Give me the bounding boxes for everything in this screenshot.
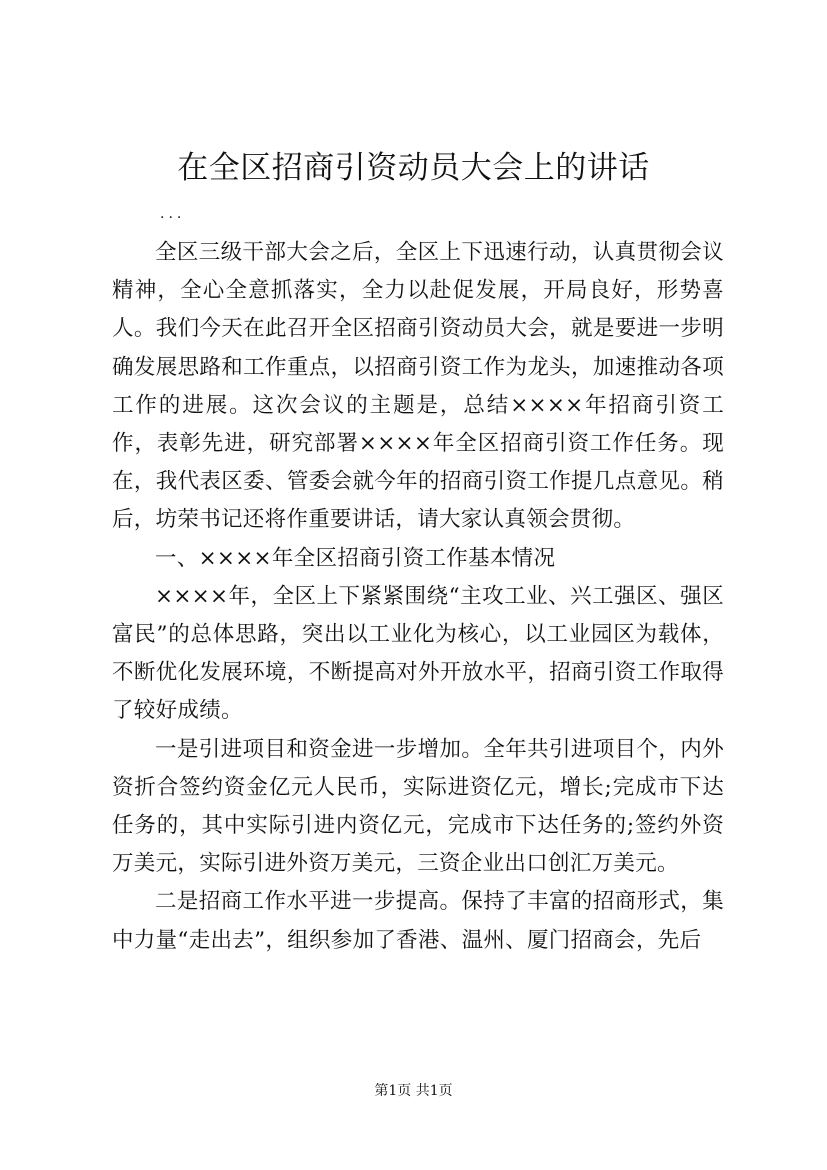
document-title: 在全区招商引资动员大会上的讲话 <box>177 150 650 186</box>
paragraph-point-one: 一是引进项目和资金进一步增加。全年共引进项目个，内外资折合签约资金亿元人民币，实际进资亿元，增长;完成市下达任务的，其中实际引进内资亿元，完成市下达任务的;签约外资万美元，实际引进外资万美元，三资企业出口创汇万美元。 <box>112 736 724 877</box>
ellipsis-marker: ... <box>160 206 186 222</box>
section-heading: 一、××××年全区招商引资工作基本情况 <box>155 545 556 571</box>
paragraph-point-two: 二是招商工作水平进一步提高。保持了丰富的招商形式，集中力量“走出去”，组织参加了香港、温州、厦门招商会，先后 <box>112 889 724 953</box>
page-footer: 第1页 共1页 <box>374 1083 453 1099</box>
paragraph-overview: ××××年，全区上下紧紧围绕“主攻工业、兴工强区、强区富民”的总体思路，突出以工业化为核心，以工业园区为载体，不断优化发展环境，不断提高对外开放水平，招商引资工作取得了较好成绩。 <box>112 583 724 724</box>
document-body <box>112 234 724 960</box>
paragraph-intro: 全区三级干部大会之后，全区上下迅速行动，认真贯彻会议精神，全心全意抓落实，全力以赴促发展，开局良好，形势喜人。我们今天在此召开全区招商引资动员大会，就是要进一步明确发展思路和工作重点，以招商引资工作为龙头，加速推动各项工作的进展。这次会议的主题是，总结××××年招商引资工作，表彰先进，研究部署××××年全区招商引资工作任务。现在，我代表区委、管委会就今年的招商引资工作提几点意见。稍后，坊荣书记还将作重要讲话，请大家认真领会贯彻。 <box>112 240 724 533</box>
